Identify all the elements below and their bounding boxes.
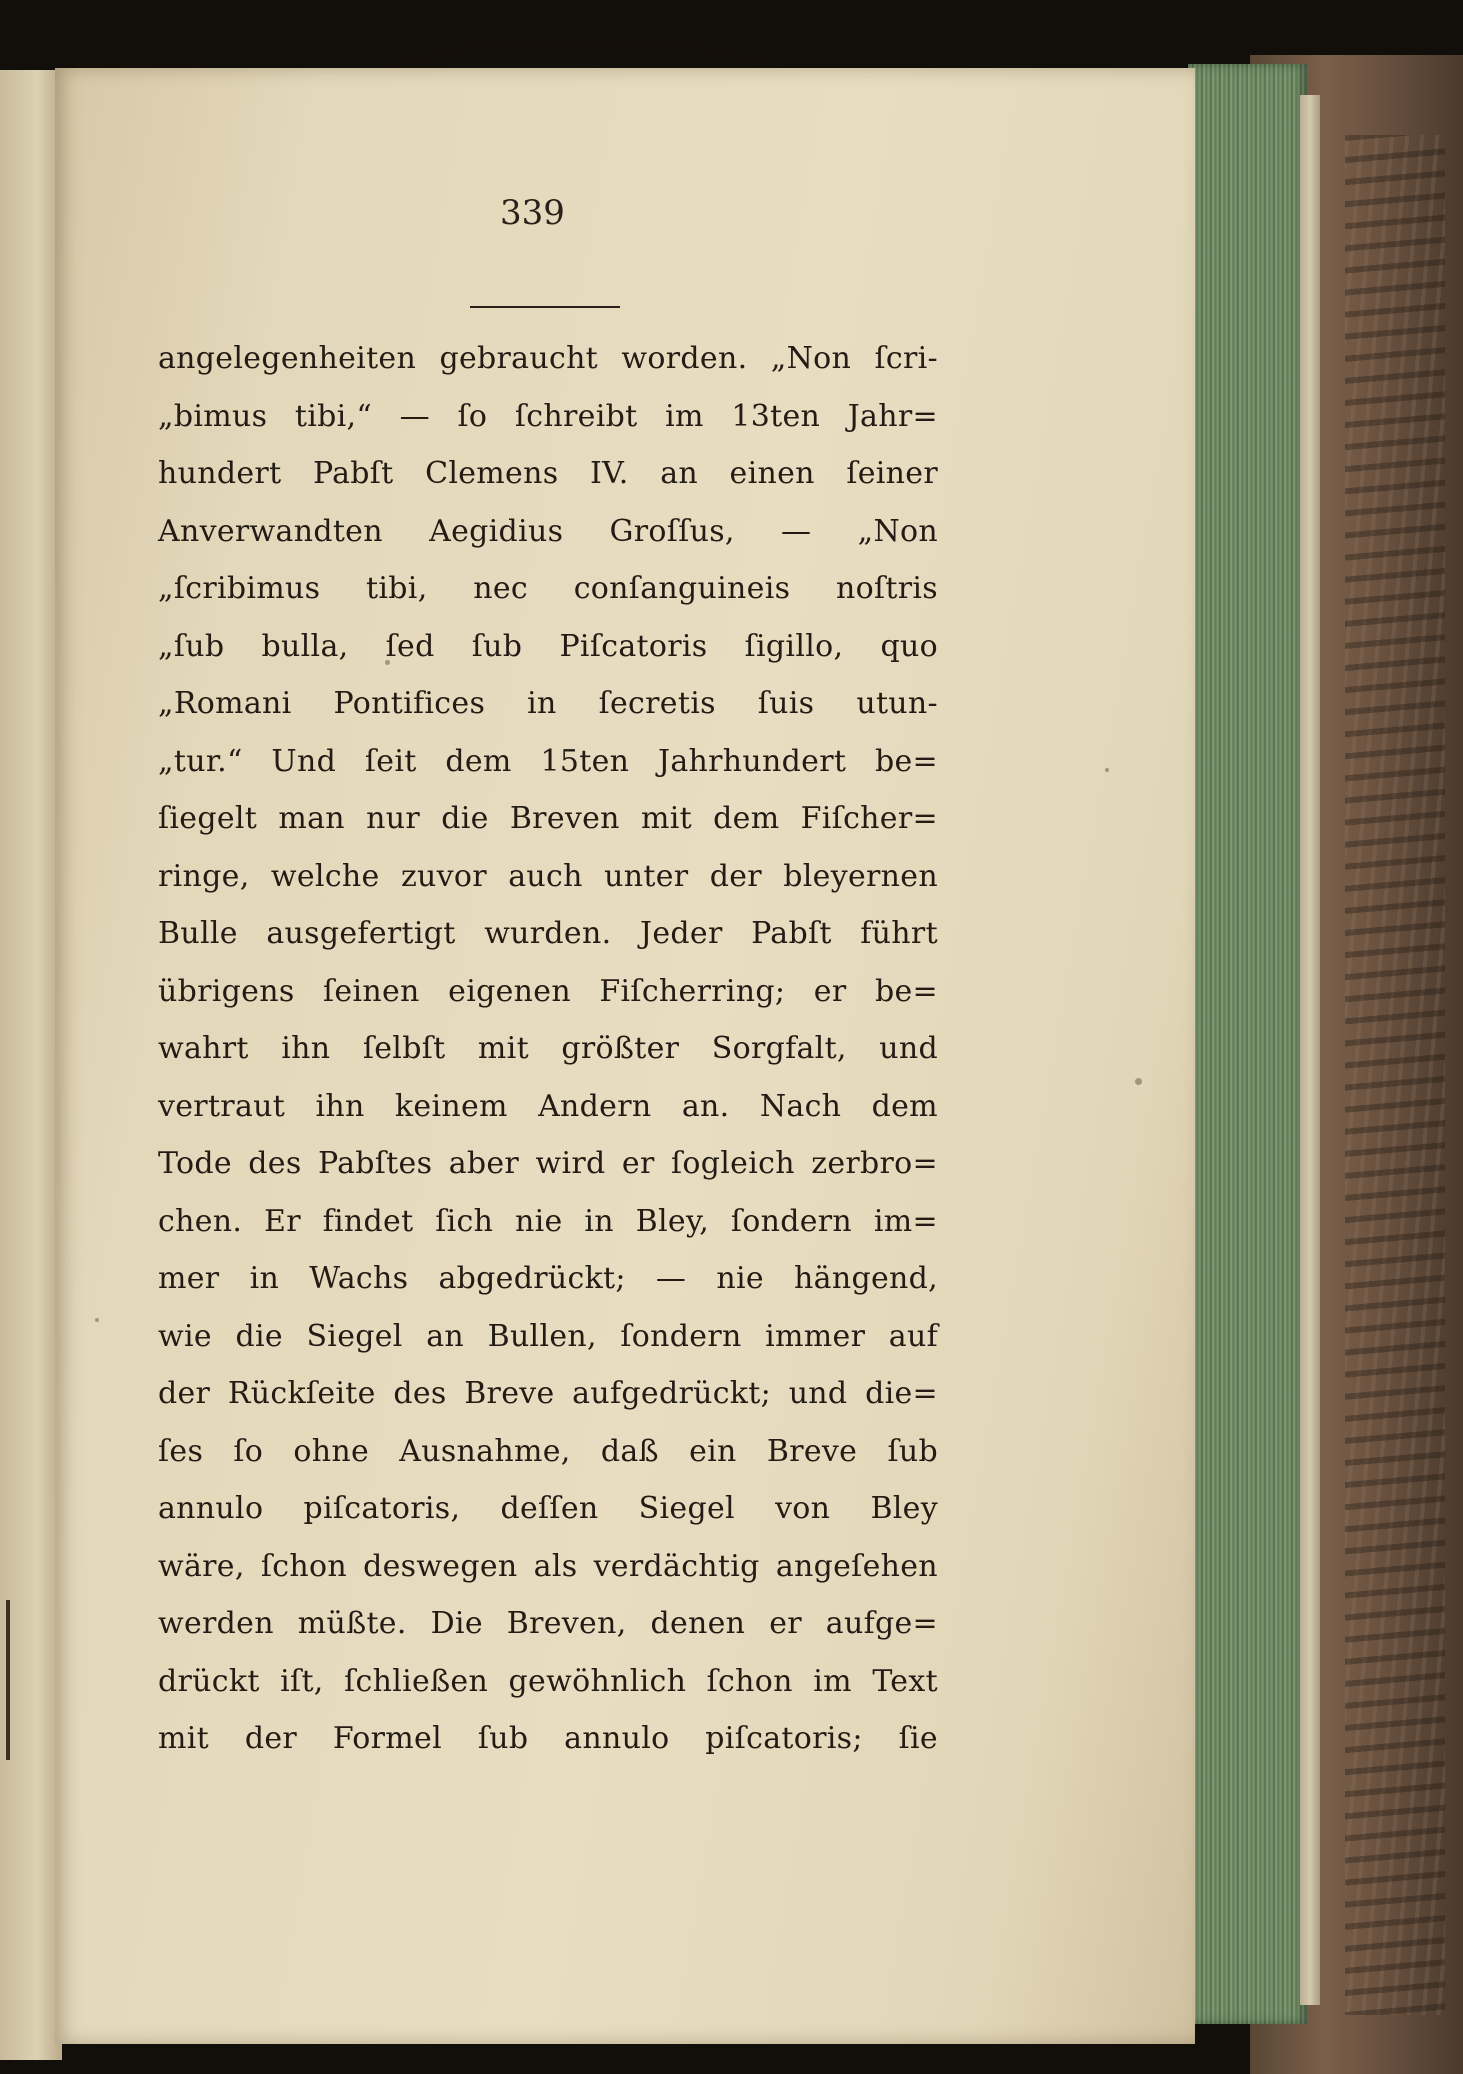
text-line: ringe, welche zuvor auch unter der bleyernen: [158, 858, 938, 894]
text-line: mit der Formel ſub annulo piſcatoris; ſie: [158, 1721, 938, 1756]
page-number: 339: [500, 193, 565, 233]
text-line: angelegenheiten gebraucht worden. „Non ſcri-: [158, 341, 938, 376]
text-line: „tur.“ Und ſeit dem 15ten Jahrhundert be=: [158, 743, 938, 779]
text-line: wahrt ihn ſelbſt mit größter Sorgfalt, und: [158, 1031, 938, 1066]
text-line: wäre, ſchon deswegen als verdächtig angeſehen: [158, 1548, 938, 1584]
text-line: Tode des Pabſtes aber wird er ſogleich zerbro=: [158, 1146, 938, 1181]
text-line: Bulle ausgefertigt wurden. Jeder Pabſt führt: [158, 916, 938, 951]
endpaper-edge: [1300, 95, 1320, 2005]
text-line: werden müßte. Die Breven, denen er aufge=: [158, 1606, 938, 1641]
text-line: mer in Wachs abgedrückt; — nie hängend,: [158, 1261, 938, 1296]
text-line: hundert Pabſt Clemens IV. an einen ſeiner: [158, 456, 938, 491]
ink-mark: [6, 1600, 10, 1760]
text-line: „bimus tibi,“ — ſo ſchreibt im 13ten Jahr=: [158, 398, 938, 434]
text-line: Anverwandten Aegidius Groſſus, — „Non: [158, 513, 938, 549]
cover-marbling: [1345, 135, 1445, 2015]
paper-speck: [95, 1318, 99, 1322]
text-line: vertraut ihn keinem Andern an. Nach dem: [158, 1088, 938, 1124]
text-line: übrigens ſeinen eigenen Fiſcherring; er be=: [158, 973, 938, 1009]
page-edges: [1188, 64, 1308, 2024]
text-line: „ſub bulla, ſed ſub Piſcatoris ſigillo, quo: [158, 628, 938, 664]
paper-speck: [1135, 1078, 1142, 1085]
paper-speck: [1105, 768, 1109, 772]
text-line: ſiegelt man nur die Breven mit dem Fiſcher=: [158, 801, 938, 836]
text-line: der Rückſeite des Breve aufgedrückt; und die=: [158, 1376, 938, 1411]
text-line: ſes ſo ohne Ausnahme, daß ein Breve ſub: [158, 1433, 938, 1469]
body-text: [158, 330, 938, 1768]
text-line: chen. Er findet ſich nie in Bley, ſondern im=: [158, 1203, 938, 1239]
text-line: wie die Siegel an Bullen, ſondern immer auf: [158, 1318, 938, 1354]
text-line: „Romani Pontifices in ſecretis ſuis utun-: [158, 686, 938, 721]
text-line: annulo piſcatoris, deſſen Siegel von Bley: [158, 1491, 938, 1526]
previous-page-edge: [0, 70, 62, 2060]
page-number-rule: [470, 306, 620, 308]
text-line: „ſcribimus tibi, nec conſanguineis noſtris: [158, 571, 938, 606]
text-line: drückt iſt, ſchließen gewöhnlich ſchon im Text: [158, 1663, 938, 1699]
